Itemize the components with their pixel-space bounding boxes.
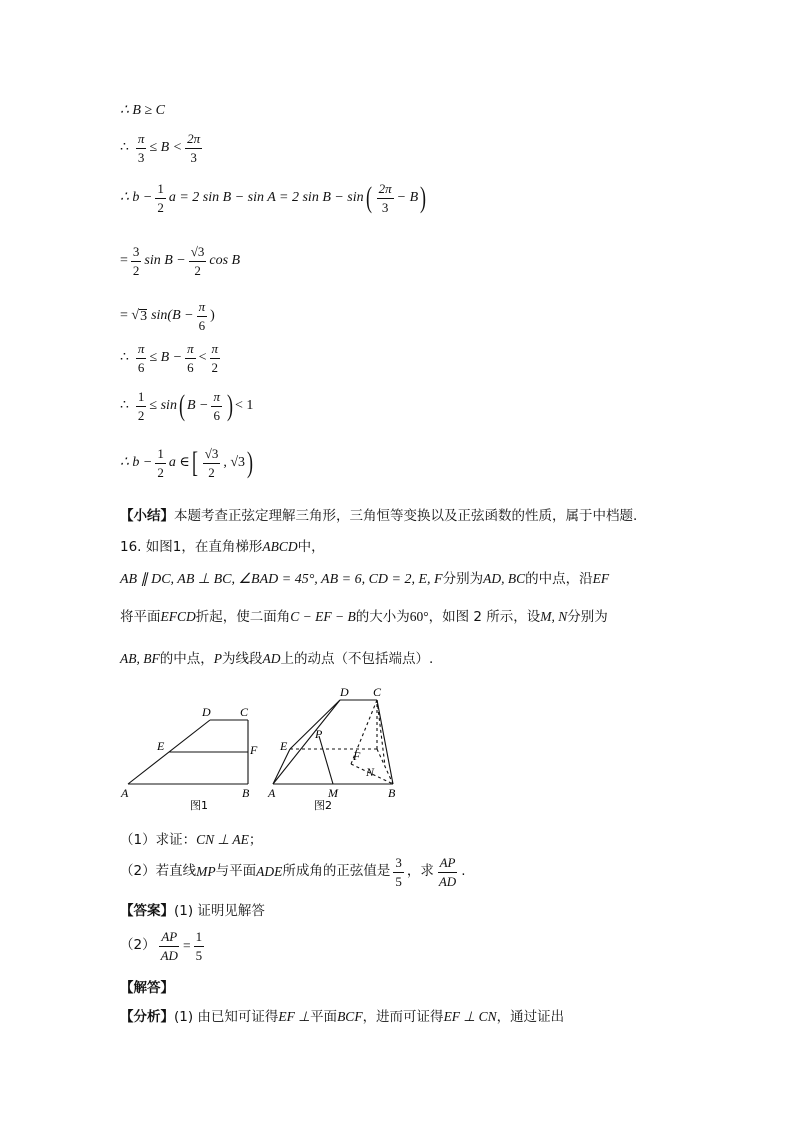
denominator: 2 bbox=[157, 464, 164, 480]
deriv-text: cos B bbox=[209, 253, 241, 269]
deriv-text: sin B − bbox=[144, 253, 186, 269]
analysis-text: ，通过证出 bbox=[496, 1009, 565, 1025]
numerator: π bbox=[211, 390, 222, 407]
fraction bbox=[197, 300, 208, 332]
therefore-symbol: ∴ bbox=[120, 140, 129, 156]
question-math: CN ⊥ AE bbox=[196, 832, 249, 847]
numerator: 1 bbox=[136, 390, 147, 407]
question-text: ，求 bbox=[406, 863, 434, 880]
therefore-symbol: ∴ bbox=[120, 350, 129, 366]
denominator: 6 bbox=[187, 359, 194, 375]
fig2-label-F: F bbox=[353, 749, 361, 763]
question-math: MP bbox=[196, 864, 216, 880]
segment-PM bbox=[319, 736, 333, 784]
edge-CB bbox=[377, 700, 393, 784]
fraction bbox=[437, 856, 458, 888]
problem-math: P bbox=[213, 651, 222, 666]
denominator: 2 bbox=[208, 464, 215, 480]
left-paren: ( bbox=[365, 181, 372, 215]
fraction bbox=[211, 390, 222, 422]
denominator: 3 bbox=[190, 149, 197, 165]
deriv-text: B − bbox=[186, 398, 209, 414]
problem-math: AD bbox=[262, 651, 281, 666]
deriv-line-7 bbox=[120, 390, 253, 422]
problem-text: 的中点， bbox=[159, 651, 214, 667]
denominator: 3 bbox=[137, 149, 145, 165]
numerator: π bbox=[197, 300, 208, 317]
deriv-line-2 bbox=[120, 132, 205, 164]
fraction bbox=[203, 447, 221, 479]
denominator: 5 bbox=[395, 873, 402, 889]
denominator: 2 bbox=[194, 262, 201, 278]
left-bracket: [ bbox=[191, 446, 198, 480]
denominator: 6 bbox=[213, 407, 220, 423]
problem-text: 折起，使二面角 bbox=[195, 609, 291, 625]
fig1-label-B: B bbox=[242, 786, 250, 800]
denominator: 5 bbox=[195, 947, 203, 963]
analysis-label: 【分析】 bbox=[120, 1009, 174, 1025]
fraction bbox=[136, 132, 147, 164]
fig2-label-D: D bbox=[340, 685, 349, 699]
problem-text: 分别为 bbox=[442, 571, 484, 587]
deriv-text: ∴ b − bbox=[120, 190, 153, 206]
deriv-text: < 1 bbox=[234, 398, 254, 414]
fig1-caption: 图1 bbox=[190, 799, 208, 812]
deriv-text: = √ bbox=[120, 308, 140, 324]
problem-text: 分别为 bbox=[567, 609, 608, 625]
numerator: 3 bbox=[393, 856, 404, 873]
problem-text: 为线段 bbox=[222, 651, 263, 667]
deriv-line-3 bbox=[120, 182, 428, 214]
answer-text: (1) 证明见解答 bbox=[174, 903, 265, 919]
fig1-label-E: E bbox=[157, 739, 165, 753]
fraction bbox=[136, 342, 147, 374]
numerator: 2π bbox=[377, 182, 394, 199]
answer-text: （2） bbox=[120, 937, 156, 954]
denominator: 6 bbox=[198, 317, 206, 333]
deriv-text: ≤ B − bbox=[149, 350, 183, 366]
fraction bbox=[136, 390, 147, 422]
summary-line bbox=[120, 510, 637, 524]
fig2-label-P: P bbox=[315, 727, 323, 741]
answer-line-2 bbox=[120, 930, 207, 962]
analysis-line bbox=[120, 1010, 564, 1025]
question-text: 与平面 bbox=[215, 863, 257, 880]
deriv-text: ∴ B ≥ C bbox=[120, 103, 165, 118]
summary-text: 本题考查正弦定理解三角形，三角恒等变换以及正弦函数的性质，属于中档题. bbox=[174, 508, 638, 524]
deriv-text: ) bbox=[210, 308, 215, 324]
denominator: 2 bbox=[157, 199, 164, 215]
figure-1 bbox=[128, 720, 248, 784]
deriv-text: a = 2 sin B − sin A = 2 sin B − sin bbox=[168, 190, 364, 206]
denominator: 2 bbox=[211, 359, 219, 375]
problem-math: AB, BF bbox=[120, 651, 160, 666]
problem-text: 的中点，沿 bbox=[525, 571, 593, 587]
figure-2 bbox=[273, 700, 393, 784]
summary-label: 【小结】 bbox=[120, 508, 174, 524]
numerator: 1 bbox=[194, 930, 205, 947]
analysis-text: (1) 由已知可证得 bbox=[174, 1009, 279, 1025]
numerator: 1 bbox=[155, 447, 166, 464]
deriv-line-6 bbox=[120, 342, 223, 374]
question-text: . bbox=[461, 863, 466, 880]
deriv-text: = bbox=[120, 253, 128, 269]
question-text: （2）若直线 bbox=[120, 863, 197, 880]
deriv-line-4 bbox=[120, 245, 240, 277]
deriv-line-8 bbox=[120, 447, 255, 479]
deriv-text: a ∈ bbox=[168, 455, 190, 471]
fig2-label-M: M bbox=[328, 786, 338, 800]
denominator: AD bbox=[438, 873, 457, 889]
fraction bbox=[377, 182, 394, 214]
problem-math: 60° bbox=[409, 609, 429, 624]
problem-text: 16. 如图1，在直角梯形 bbox=[120, 539, 263, 555]
problem-math: ABCD bbox=[262, 539, 298, 554]
problem-math: C − EF − B bbox=[290, 609, 356, 624]
fraction bbox=[131, 245, 142, 277]
problem-text: 将平面 bbox=[120, 609, 161, 625]
edge-FB bbox=[377, 749, 393, 784]
geometry-figures bbox=[118, 682, 418, 817]
analysis-math: BCF bbox=[337, 1009, 363, 1024]
question-text: （1）求证： bbox=[120, 832, 197, 848]
numerator: √3 bbox=[203, 447, 221, 464]
fig2-caption: 图2 bbox=[314, 799, 332, 812]
analysis-math: EF ⊥ CN bbox=[443, 1009, 497, 1024]
problem-text: 的大小为 bbox=[355, 609, 410, 625]
deriv-line-5 bbox=[120, 300, 215, 332]
deriv-text: , √3 bbox=[223, 455, 246, 471]
denominator: 2 bbox=[132, 262, 140, 278]
problem-text: 上的动点（不包括端点）. bbox=[280, 651, 434, 667]
problem-math: EFCD bbox=[160, 609, 196, 624]
denominator: 6 bbox=[137, 359, 145, 375]
numerator: π bbox=[185, 342, 196, 359]
fraction bbox=[393, 856, 404, 888]
left-paren: ( bbox=[178, 389, 185, 423]
numerator: √3 bbox=[189, 245, 207, 262]
problem-math: EF bbox=[592, 571, 610, 586]
hidden-edges bbox=[290, 700, 393, 784]
fraction bbox=[185, 132, 202, 164]
problem-line-4 bbox=[120, 652, 433, 667]
question-text: ； bbox=[248, 832, 263, 848]
therefore-symbol: ∴ bbox=[120, 398, 129, 414]
deriv-text: < bbox=[198, 350, 207, 366]
fig2-label-E: E bbox=[280, 739, 288, 753]
fig2-label-B: B bbox=[388, 786, 396, 800]
problem-line-1 bbox=[120, 540, 325, 555]
fraction bbox=[185, 342, 196, 374]
numerator: AP bbox=[159, 930, 179, 947]
problem-text: ，如图 2 所示，设 bbox=[428, 609, 541, 625]
fig1-label-A: A bbox=[121, 786, 129, 800]
answer-line-1 bbox=[120, 905, 265, 919]
fig1-label-D: D bbox=[202, 705, 211, 719]
right-paren: ) bbox=[226, 389, 233, 423]
answer-label: 【答案】 bbox=[120, 903, 174, 919]
fig2-label-N: N bbox=[366, 765, 375, 779]
right-paren: ) bbox=[420, 181, 427, 215]
numerator: 3 bbox=[131, 245, 142, 262]
fraction bbox=[155, 182, 166, 214]
question-math: ADE bbox=[256, 864, 283, 880]
problem-line-2 bbox=[120, 572, 609, 587]
numerator: π bbox=[210, 342, 221, 359]
question-1 bbox=[120, 833, 262, 848]
analysis-text: 平面 bbox=[310, 1009, 338, 1025]
fig2-label-A: A bbox=[268, 786, 276, 800]
fig1-label-C: C bbox=[240, 705, 249, 719]
numerator: 1 bbox=[155, 182, 166, 199]
numerator: AP bbox=[438, 856, 458, 873]
problem-math: M, N bbox=[540, 609, 568, 624]
denominator: 2 bbox=[137, 407, 145, 423]
fraction bbox=[210, 342, 221, 374]
analysis-text: ，进而可证得 bbox=[362, 1009, 444, 1025]
denominator: AD bbox=[160, 947, 178, 963]
denominator: 3 bbox=[381, 199, 389, 215]
answer-text: = bbox=[182, 938, 191, 954]
numerator: π bbox=[136, 132, 147, 149]
right-paren: ) bbox=[247, 446, 254, 480]
deriv-text: ≤ B < bbox=[149, 140, 183, 156]
deriv-text: ≤ sin bbox=[149, 398, 177, 414]
radicand: 3 bbox=[140, 308, 148, 324]
fraction bbox=[194, 930, 205, 962]
question-2 bbox=[120, 856, 465, 888]
analysis-math: EF ⊥ bbox=[278, 1009, 311, 1024]
numerator: π bbox=[136, 342, 147, 359]
problem-math: AD, BC bbox=[483, 571, 526, 586]
problem-math: AB ∥ DC, AB ⊥ BC, ∠BAD = 45°, AB = 6, CD = 2, E, F bbox=[120, 572, 443, 587]
question-text: 所成角的正弦值是 bbox=[282, 863, 391, 880]
problem-line-3 bbox=[120, 610, 608, 625]
edge-ED bbox=[290, 700, 340, 749]
fig1-label-F: F bbox=[250, 743, 258, 757]
deriv-line-1 bbox=[120, 104, 165, 118]
fraction bbox=[189, 245, 207, 277]
numerator: 2π bbox=[185, 132, 202, 149]
solution-label: 【解答】 bbox=[120, 980, 174, 996]
fig2-label-C: C bbox=[373, 685, 382, 699]
fraction bbox=[155, 447, 166, 479]
fraction bbox=[159, 930, 180, 962]
deriv-text: sin(B − bbox=[151, 308, 194, 324]
problem-text: 中， bbox=[297, 539, 325, 555]
deriv-text: − B bbox=[396, 190, 419, 206]
deriv-text: ∴ b − bbox=[120, 455, 153, 471]
